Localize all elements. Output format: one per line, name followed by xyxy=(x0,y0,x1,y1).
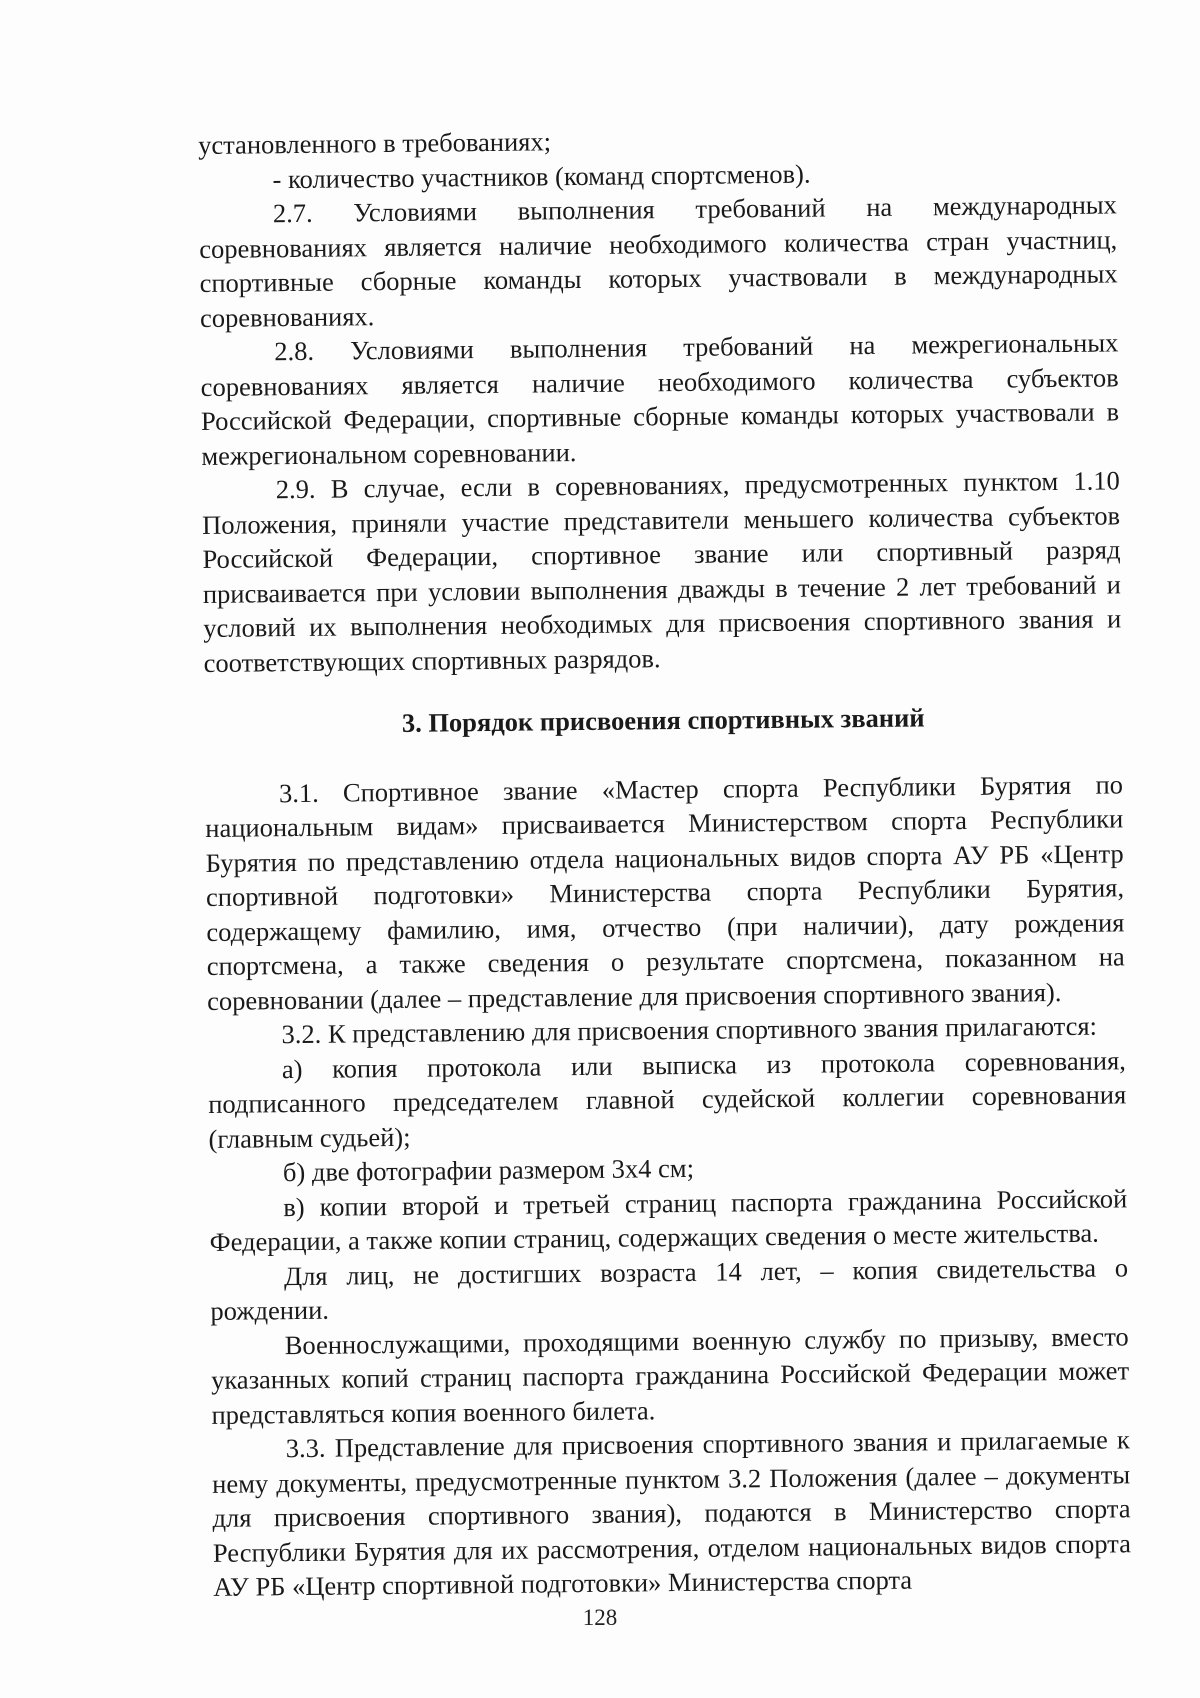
paragraph-3-2-a: а) копия протокола или выписка из протокола соревнования, подписанного председателем главной судейской коллегии соревнования (главным судьей); xyxy=(208,1044,1127,1154)
paragraph-3-3: 3.3. Представление для присвоения спортивного звания и прилагаемые к нему документы, предусмотренные пунктом 3.2 Положения (далее – документы для присвоения спортивного звания), подаются в Министерство спорта Республики Бурятия для их рассмотрения, отделом национальных видов спорта АУ РБ «Центр спортивной подготовки» Министерства спорта xyxy=(212,1424,1132,1602)
section-heading: 3. Порядок присвоения спортивных званий xyxy=(401,702,925,738)
paragraph-minors: Для лиц, не достигших возраста 14 лет, – копия свидетельства о рождении. xyxy=(210,1251,1129,1326)
paragraph-2-7: 2.7. Условиями выполнения требований на международных соревнованиях является наличие необходимого количества стран участниц, спортивные сборные команды которых участвовали в международных соревнованиях. xyxy=(199,189,1118,333)
paragraph-3-2-b: б) две фотографии размером 3х4 см; xyxy=(282,1152,695,1188)
document-body xyxy=(198,118,1131,1604)
paragraph-military: Военнослужащими, проходящими военную службу по призыву, вместо указанных копий страниц паспорта гражданина Российской Федерации может представляться копия военного билета. xyxy=(210,1320,1130,1430)
paragraph-3-2-v: в) копии второй и третьей страниц паспорта гражданина Российской Федерации, а также копии страниц, содержащих сведения о месте жительства. xyxy=(209,1182,1128,1257)
paragraph-3-1: 3.1. Спортивное звание «Мастер спорта Республики Бурятия по национальным видам» присваивается Министерством спорта Республики Бурятия по представлению отдела национальных видов спорта АУ РБ «Центр спортивной подготовки» Министерства спорта Республики Бурятия, содержащему фамилию, имя, отчество (при наличии), дату рождения спортсмена, а также сведения о результате спортсмена, показанном на соревновании (далее – представление для присвоения спортивного звания). xyxy=(205,768,1125,1016)
paragraph-participants-count: - количество участников (команд спортсменов). xyxy=(272,158,811,194)
paragraph-2-8: 2.8. Условиями выполнения требований на межрегиональных соревнованиях является наличие необходимого количества субъектов Российской Федерации, спортивные сборные команды которых участвовали в межрегиональном соревновании. xyxy=(200,327,1120,471)
paragraph-2-9: 2.9. В случае, если в соревнованиях, предусмотренных пунктом 1.10 Положения, приняли участие представители меньшего количества субъектов Российской Федерации, спортивное звание или спортивный разряд присваивается при условии выполнения дважды в течение 2 лет требований и условий их выполнения необходимых для присвоения спортивного звания и соответствующих спортивных разрядов. xyxy=(201,465,1122,678)
page-number: 128 xyxy=(582,1605,618,1630)
paragraph-continuation: установленного в требованиях; xyxy=(198,126,552,160)
paragraph-3-2: 3.2. К представлению для присвоения спортивного звания прилагаются: xyxy=(281,1010,1098,1050)
